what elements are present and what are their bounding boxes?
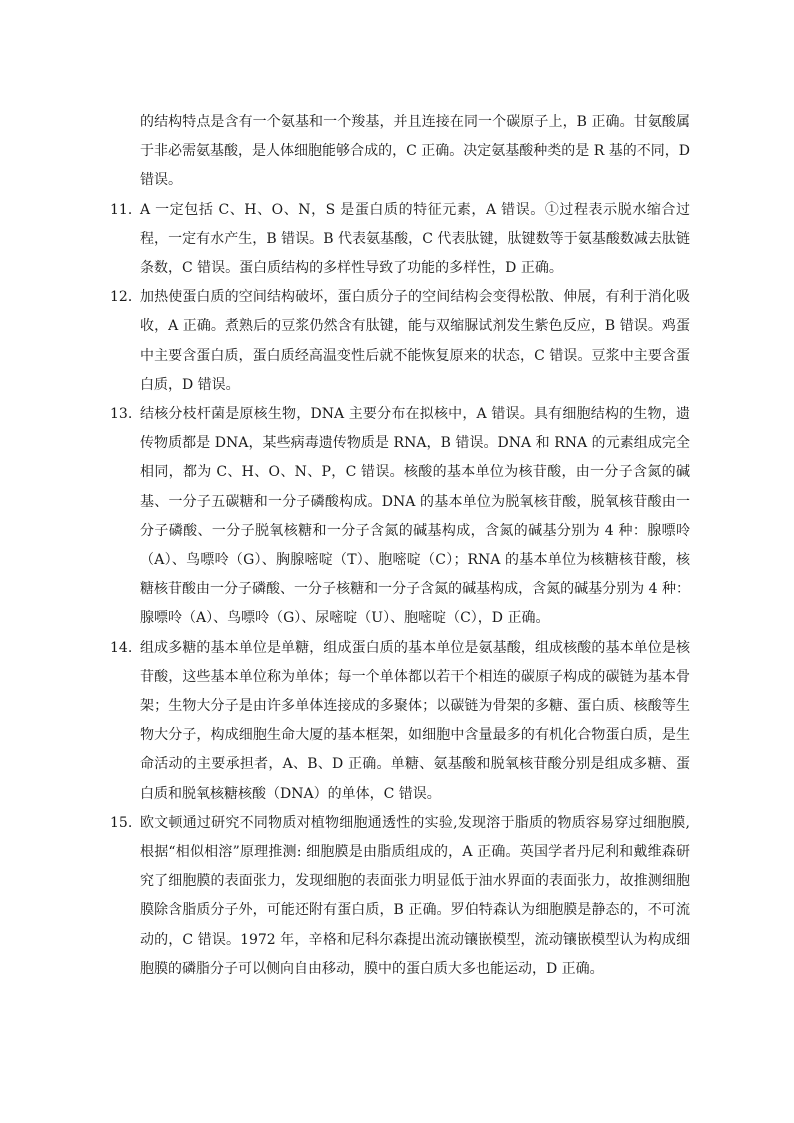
- answer-text: 的结构特点是含有一个氨基和一个羧基，并且连接在同一个碳原子上，B 正确。甘氨酸属于非必需氨基酸，是人体细胞能够合成的，C 正确。决定氨基酸种类的是 R 基的不同，D 错误。: [140, 114, 690, 189]
- answer-item-11: [110, 196, 690, 284]
- answer-text: 组成多糖的基本单位是单糖，组成蛋白质的基本单位是氨基酸，组成核酸的基本单位是核苷酸，这些基本单位称为单体；每一个单体都以若干个相连的碳原子构成的碳链为基本骨架；生物大分子是由许多单体连接成的多聚体；以碳链为骨架的多糖、蛋白质、核酸等生物大分子，构成细胞生命大厦的基本框架，如细胞中含量最多的有机化合物蛋白质，是生命活动的主要承担者，A、B、D 正确。单糖、氨基酸和脱氧核苷酸分别是组成多糖、蛋白质和脱氧核糖核酸（DNA）的单体，C 错误。: [140, 639, 690, 802]
- answer-item-14: [110, 634, 690, 809]
- answer-text: 加热使蛋白质的空间结构破坏，蛋白质分子的空间结构会变得松散、伸展，有利于消化吸收，A 正确。煮熟后的豆浆仍然含有肽键，能与双缩脲试剂发生紫色反应，B 错误。鸡蛋中主要含蛋白质，蛋白质经高温变性后就不能恢复原来的状态，C 错误。豆浆中主要含蛋白质，D 错误。: [140, 289, 690, 393]
- answer-text: 结核分枝杆菌是原核生物，DNA 主要分布在拟核中，A 错误。具有细胞结构的生物，遗传物质都是 DNA，某些病毒遗传物质是 RNA，B 错误。DNA 和 RNA 的元素组成完全相同，都为 C、H、O、N、P，C 错误。核酸的基本单位为核苷酸，由一分子含氮的碱基、一分子五碳糖和一分子磷酸构成。DNA 的基本单位为脱氧核苷酸，脱氧核苷酸由一分子磷酸、一分子脱氧核糖和一分子含氮的碱基构成，含氮的碱基分别为 4 种：腺嘌呤（A）、鸟嘌呤（G）、胸腺嘧啶（T）、胞嘧啶（C）；RNA 的基本单位为核糖核苷酸，核糖核苷酸由一分子磷酸、一分子核糖和一分子含氮的碱基构成，含氮的碱基分别为 4 种：腺嘌呤（A）、鸟嘌呤（G）、尿嘧啶（U）、胞嘧啶（C），D 正确。: [140, 406, 690, 627]
- answer-item-12: [110, 283, 690, 400]
- answer-text: A 一定包括 C、H、O、N，S 是蛋白质的特征元素，A 错误。①过程表示脱水缩合过程，一定有水产生，B 错误。B 代表氨基酸，C 代表肽键，肽键数等于氨基酸数减去肽链条数，C 错误。蛋白质结构的多样性导致了功能的多样性，D 正确。: [140, 201, 690, 277]
- item-number: 15.: [110, 814, 133, 831]
- answer-continuation: [110, 108, 690, 196]
- item-number: 11．: [110, 201, 142, 218]
- answer-item-15: [110, 809, 690, 984]
- answer-text: 欧文顿通过研究不同物质对植物细胞通透性的实验,发现溶于脂质的物质容易穿过细胞膜,根据“相似相溶”原理推测: 细胞膜是由脂质组成的，A 正确。英国学者丹尼利和戴维森研究了细胞膜的表面张力，发现细胞的表面张力明显低于油水界面的表面张力，故推测细胞膜除含脂质分子外，可能还附有蛋白质，B 正确。罗伯特森认为细胞膜是静态的，不可流动的，C 错误。1972 年，辛格和尼科尔森提出流动镶嵌模型，流动镶嵌模型认为构成细胞膜的磷脂分子可以侧向自由移动，膜中的蛋白质大多也能运动，D 正确。: [140, 814, 690, 977]
- answer-item-13: [110, 400, 690, 634]
- item-number: 14.: [110, 639, 133, 656]
- item-number: 12．: [110, 289, 142, 306]
- item-number: 13.: [110, 406, 133, 423]
- answer-explanations: [110, 108, 690, 984]
